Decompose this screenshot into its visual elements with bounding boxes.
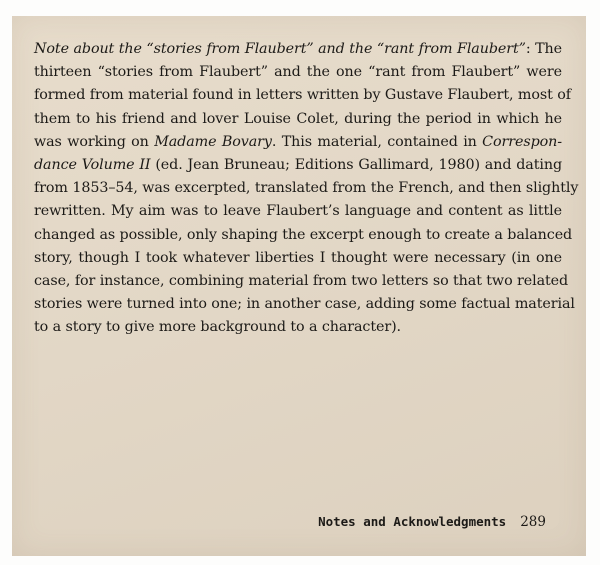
note-line-9: changed as possible, only shaping the excerpt enough to create a balanced: [34, 226, 573, 243]
note-line-11: case, for instance, combining material from two letters so that two related: [34, 273, 569, 290]
note-line-1: [34, 38, 562, 61]
note-line-5-text-b: . This material, contained in: [271, 133, 483, 150]
note-line-5: [34, 131, 562, 154]
note-line-6: [34, 154, 562, 177]
note-line-13: to a story to give more background to a character).: [34, 319, 402, 336]
note-heading: Note about the “stories from Flaubert” and the “rant from Flaubert”: [34, 41, 526, 57]
note-line-4: them to his friend and lover Louise Colet, during the period in which he: [34, 110, 562, 127]
note-line-7: from 1853–54, was excerpted, translated from the French, and then slightly: [34, 180, 579, 197]
note-line-12: stories were turned into one; in another case, adding some factual material: [34, 296, 575, 313]
book-title-correspondance-part2: dance Volume II: [34, 157, 151, 174]
note-line-6-text: (ed. Jean Bruneau; Editions Gallimard, 1980) and dating: [150, 157, 562, 174]
note-line-2: thirteen “stories from Flaubert” and the one “rant from Flaubert” were: [34, 64, 562, 81]
book-page: [12, 16, 586, 556]
running-head: Notes and Acknowledgments: [318, 514, 507, 529]
page-footer: [318, 514, 546, 530]
page-number: 289: [520, 514, 546, 530]
note-heading-colon: : The: [525, 41, 562, 57]
note-line-5-text-a: was working on: [34, 133, 155, 150]
note-line-8: rewritten. My aim was to leave Flaubert’s language and content as little: [34, 203, 562, 220]
note-line-3: formed from material found in letters written by Gustave Flaubert, most of: [34, 87, 571, 104]
book-title-correspondance-part1: Correspon-: [482, 133, 562, 150]
note-line-10: story, though I took whatever liberties I thought were necessary (in one: [34, 249, 562, 266]
book-title-madame-bovary: Madame Bovary: [154, 133, 272, 150]
note-paragraph: [34, 38, 579, 340]
